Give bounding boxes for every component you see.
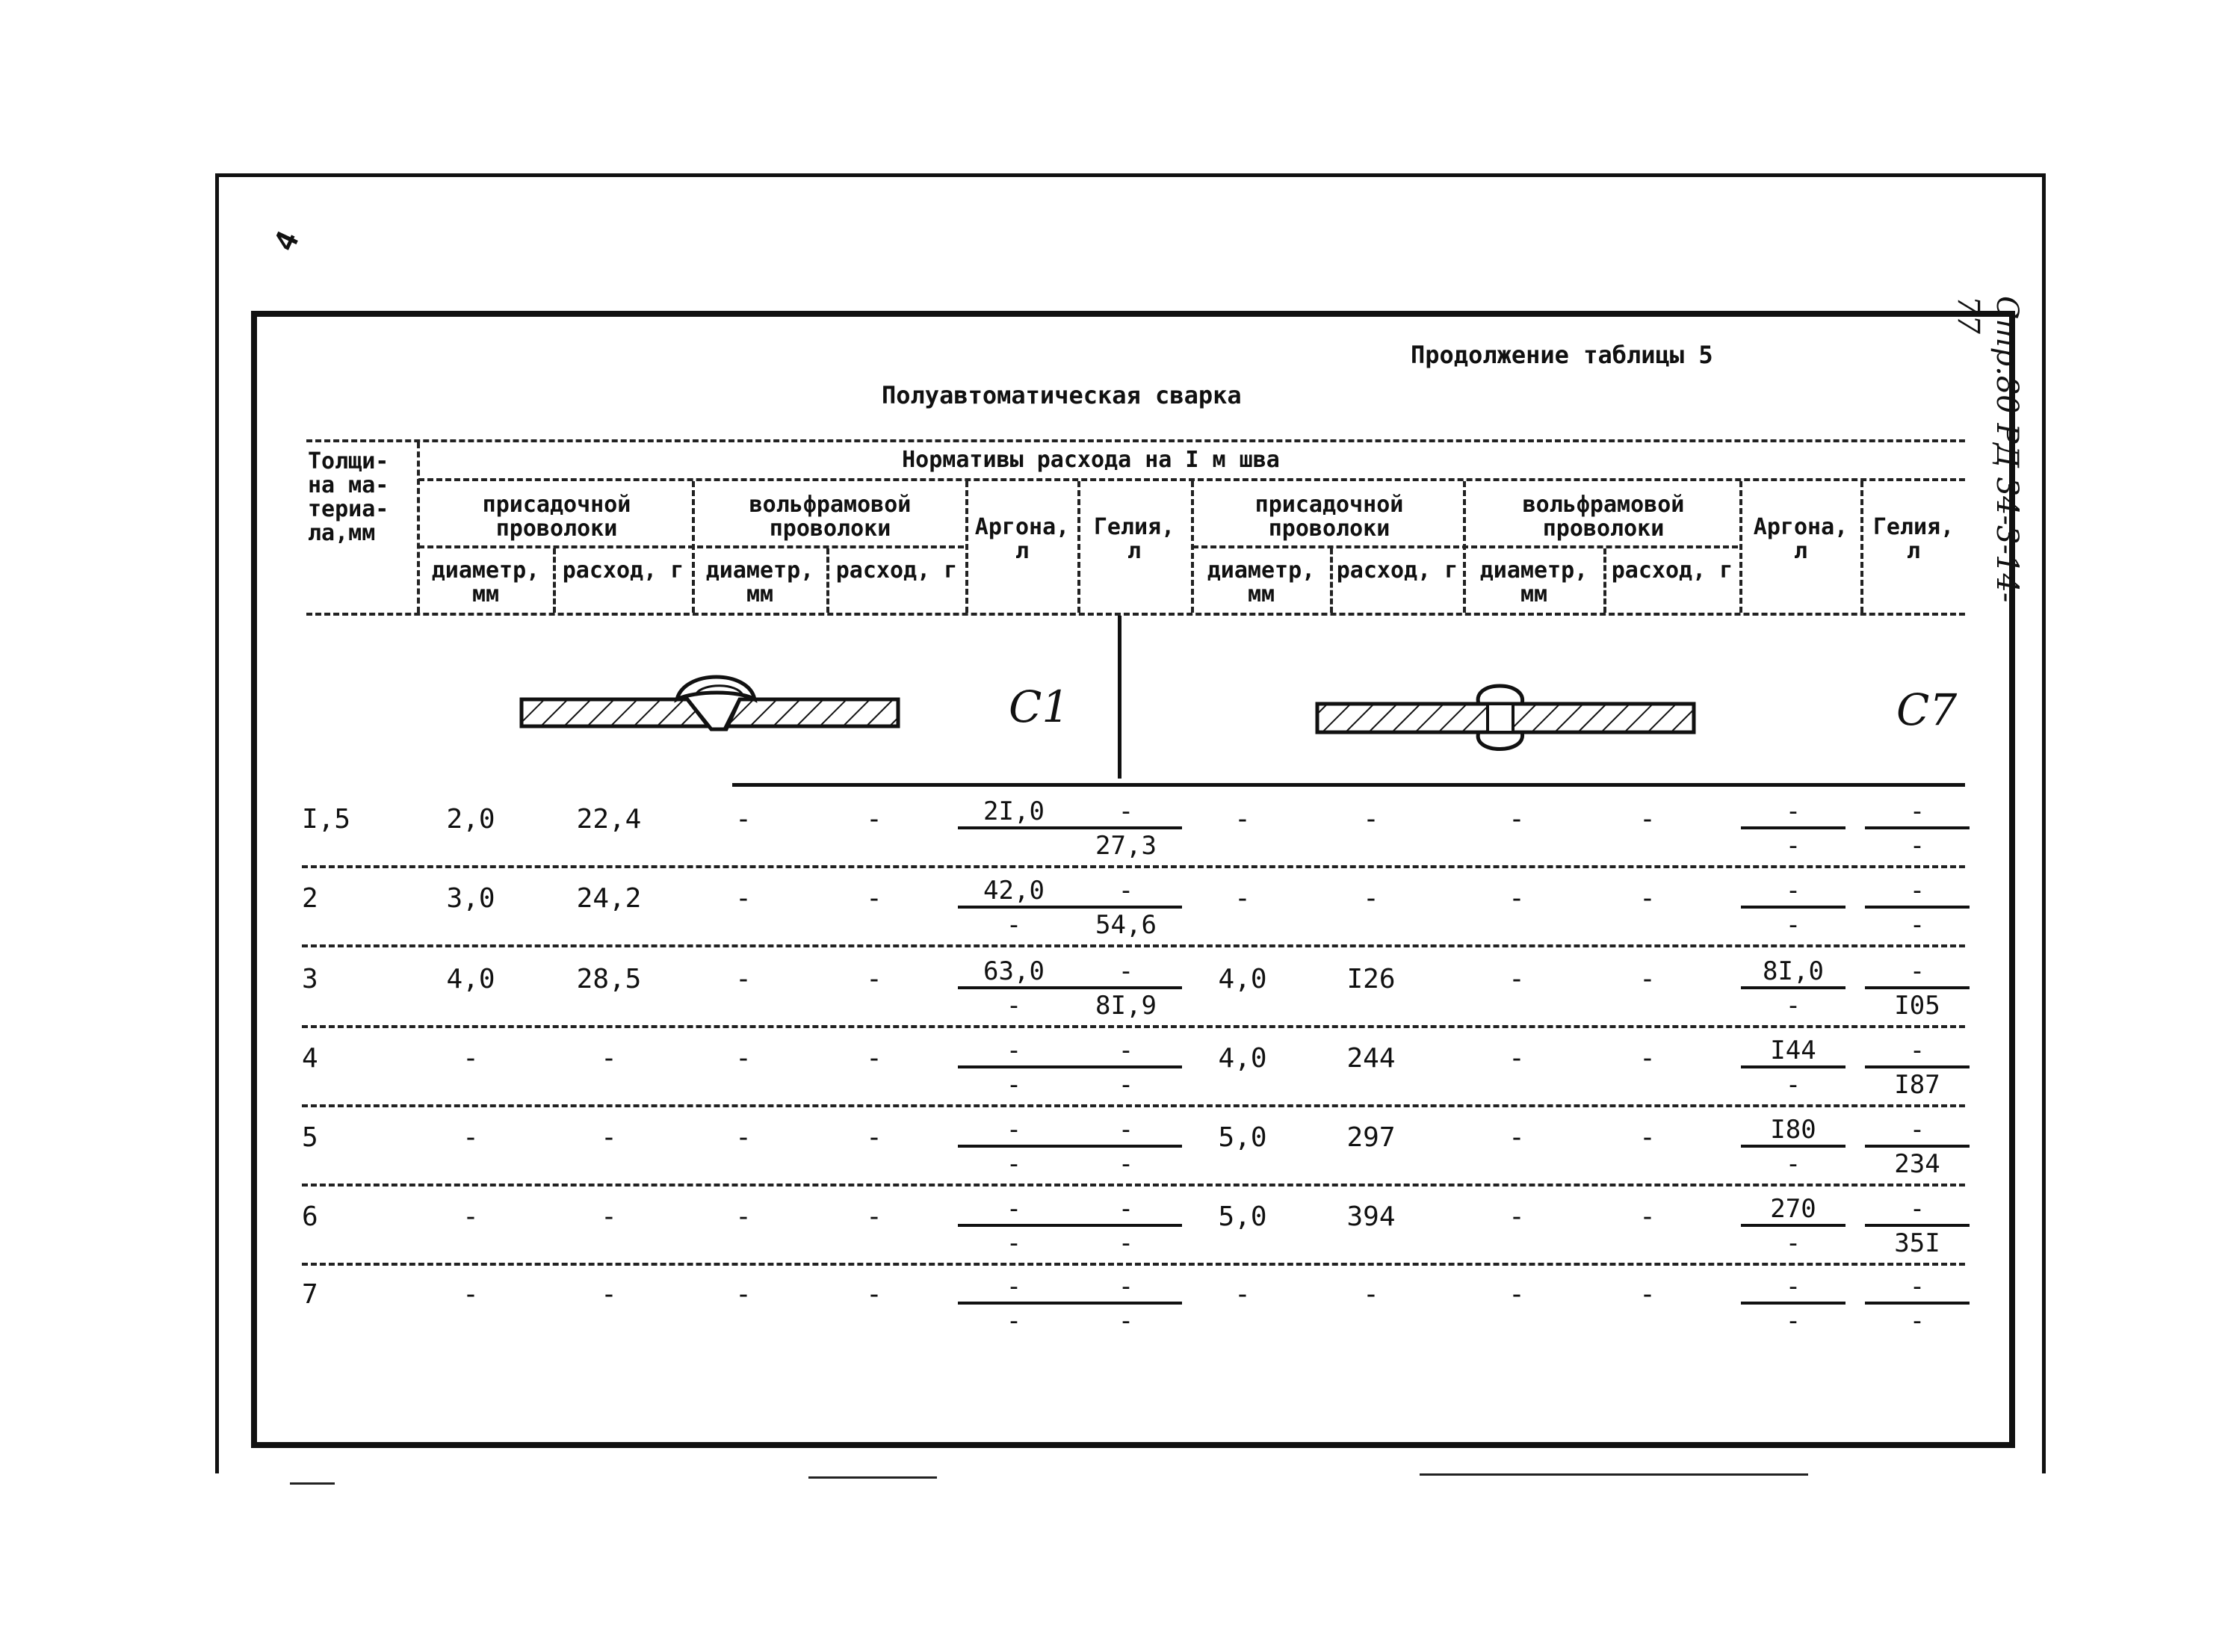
c7-filler-consumption-cell: -: [1363, 1279, 1379, 1310]
scan-mark: [290, 1482, 335, 1485]
c1-argon-top-cell: 63,0: [958, 956, 1070, 989]
row-separator: [302, 865, 1965, 868]
c7-filler-consumption-cell: 297: [1346, 1122, 1396, 1153]
c1-helium-bottom-cell: 54,6: [1095, 910, 1157, 940]
c7-filler-diameter-cell: 5,0: [1218, 1201, 1267, 1232]
c7-tungsten-diameter-header: диаметр, мм: [1479, 557, 1588, 607]
c7-tungsten-consumption-cell: -: [1639, 883, 1656, 914]
c7-argon-bottom-cell: -: [1785, 1149, 1801, 1179]
c1-argon-bottom-cell: -: [1006, 991, 1022, 1021]
c1-helium-bottom-cell: -: [1118, 1306, 1134, 1336]
row-thickness: 2: [302, 883, 318, 914]
c7-helium-bottom-cell: -: [1909, 910, 1925, 940]
c7-filler-consumption-header: расход, г: [1336, 557, 1458, 584]
c1-filler-diameter-cell: -: [462, 1279, 479, 1310]
c1-tungsten-consumption-cell: -: [866, 804, 882, 835]
c1-helium-bottom-cell: -: [1118, 1228, 1134, 1258]
c1-helium-top-cell: -: [1070, 876, 1182, 909]
c1-filler-consumption-cell: -: [601, 1122, 617, 1153]
c1-helium-bottom-cell: 27,3: [1095, 831, 1157, 861]
c7-helium-bottom-cell: I05: [1894, 991, 1940, 1021]
c1-helium-top-cell: -: [1070, 1115, 1182, 1148]
c7-tungsten-diameter-cell: -: [1509, 964, 1525, 994]
c7-filler-consumption-cell: I26: [1346, 964, 1396, 994]
scan-mark: [1420, 1473, 1808, 1476]
c7-tungsten-wire-header: вольфрамовой проволоки: [1522, 492, 1685, 542]
c1-filler-consumption-cell: 22,4: [576, 804, 642, 835]
c7-helium-top-cell: -: [1865, 796, 1970, 829]
row-separator: [302, 1104, 1965, 1107]
c7-helium-bottom-cell: I87: [1894, 1070, 1940, 1100]
c1-helium-bottom-cell: 8I,9: [1095, 991, 1157, 1021]
c1-argon-header: Аргона, л: [974, 514, 1070, 564]
c1-argon-bottom-cell: -: [1006, 910, 1022, 940]
c7-filler-diameter-cell: -: [1234, 883, 1251, 914]
c1-filler-diameter-cell: -: [462, 1122, 479, 1153]
c7-filler-diameter-cell: -: [1234, 804, 1251, 835]
c1-tungsten-consumption-cell: -: [866, 883, 882, 914]
c7-helium-top-cell: -: [1865, 876, 1970, 909]
row-thickness: 7: [302, 1279, 318, 1310]
c1-filler-consumption-cell: -: [601, 1201, 617, 1232]
c1-tungsten-consumption-cell: -: [866, 1043, 882, 1074]
scan-mark: [808, 1476, 937, 1479]
c1-filler-diameter-cell: 3,0: [446, 883, 495, 914]
c1-argon-bottom-cell: -: [1006, 1070, 1022, 1100]
row-thickness: I,5: [302, 804, 351, 835]
joint-c1-label: C1: [1009, 681, 1070, 732]
c7-tungsten-consumption-header: расход, г: [1611, 557, 1733, 584]
c7-helium-top-cell: -: [1865, 1194, 1970, 1227]
c1-tungsten-consumption-header: расход, г: [835, 557, 958, 584]
c7-tungsten-consumption-cell: -: [1639, 1043, 1656, 1074]
row-thickness: 3: [302, 964, 318, 994]
c7-tungsten-diameter-cell: -: [1509, 1043, 1525, 1074]
c7-argon-bottom-cell: -: [1785, 831, 1801, 861]
c7-tungsten-diameter-cell: -: [1509, 804, 1525, 835]
c1-helium-bottom-cell: -: [1118, 1149, 1134, 1179]
c1-tungsten-diameter-cell: -: [735, 1201, 752, 1232]
c7-helium-top-cell: -: [1865, 1115, 1970, 1148]
c1-tungsten-wire-header: вольфрамовой проволоки: [749, 492, 912, 542]
c7-tungsten-diameter-cell: -: [1509, 1201, 1525, 1232]
side-page-stamp: Стр.80 РД 34-3-14-77: [1951, 296, 2024, 603]
c7-filler-diameter-cell: 4,0: [1218, 1043, 1267, 1074]
c7-filler-consumption-cell: -: [1363, 883, 1379, 914]
c7-tungsten-consumption-cell: -: [1639, 1279, 1656, 1310]
c1-filler-consumption-cell: -: [601, 1279, 617, 1310]
c1-helium-top-cell: -: [1070, 1036, 1182, 1068]
c7-tungsten-consumption-cell: -: [1639, 1201, 1656, 1232]
c1-argon-bottom-cell: -: [1006, 1149, 1022, 1179]
c1-tungsten-diameter-cell: -: [735, 1043, 752, 1074]
c7-filler-diameter-header: диаметр, мм: [1207, 557, 1316, 607]
c7-filler-consumption-cell: -: [1363, 804, 1379, 835]
c1-tungsten-diameter-cell: -: [735, 1279, 752, 1310]
c1-helium-top-cell: -: [1070, 956, 1182, 989]
c1-filler-consumption-header: расход, г: [562, 557, 684, 584]
c1-filler-wire-header: присадочной проволоки: [482, 492, 631, 542]
c1-filler-diameter-cell: -: [462, 1043, 479, 1074]
c1-filler-diameter-cell: 2,0: [446, 804, 495, 835]
c1-tungsten-consumption-cell: -: [866, 1122, 882, 1153]
c7-argon-top-cell: 8I,0: [1741, 956, 1845, 989]
c1-helium-top-cell: -: [1070, 1194, 1182, 1227]
c7-tungsten-consumption-cell: -: [1639, 804, 1656, 835]
corner-mark: 4: [267, 226, 306, 257]
c7-helium-bottom-cell: -: [1909, 1306, 1925, 1336]
c1-helium-header: Гелия, л: [1093, 514, 1175, 564]
c7-helium-top-cell: -: [1865, 956, 1970, 989]
c7-filler-wire-header: присадочной проволоки: [1254, 492, 1404, 542]
c1-filler-consumption-cell: -: [601, 1043, 617, 1074]
c7-argon-top-cell: -: [1741, 796, 1845, 829]
c1-helium-bottom-cell: -: [1118, 1070, 1134, 1100]
row-thickness: 4: [302, 1043, 318, 1074]
c7-helium-header: Гелия, л: [1872, 514, 1955, 564]
c7-argon-top-cell: -: [1741, 1272, 1845, 1305]
c7-tungsten-diameter-cell: -: [1509, 1279, 1525, 1310]
c7-argon-bottom-cell: -: [1785, 1228, 1801, 1258]
c7-helium-top-cell: -: [1865, 1036, 1970, 1068]
continuation-label: Продолжение таблицы 5: [1411, 341, 1713, 369]
c7-tungsten-diameter-cell: -: [1509, 883, 1525, 914]
c1-argon-top-cell: 2I,0: [958, 796, 1070, 829]
row-separator: [302, 1263, 1965, 1266]
c1-argon-bottom-cell: -: [1006, 1228, 1022, 1258]
c7-filler-diameter-cell: -: [1234, 1279, 1251, 1310]
row-thickness: 6: [302, 1201, 318, 1232]
c1-tungsten-diameter-header: диаметр, мм: [705, 557, 814, 607]
c7-argon-bottom-cell: -: [1785, 1306, 1801, 1336]
c1-filler-diameter-cell: 4,0: [446, 964, 495, 994]
c7-argon-top-cell: -: [1741, 876, 1845, 909]
c7-tungsten-diameter-cell: -: [1509, 1122, 1525, 1153]
c7-tungsten-consumption-cell: -: [1639, 1122, 1656, 1153]
c7-helium-top-cell: -: [1865, 1272, 1970, 1305]
c1-tungsten-diameter-cell: -: [735, 964, 752, 994]
c1-argon-top-cell: -: [958, 1115, 1070, 1148]
c7-argon-bottom-cell: -: [1785, 910, 1801, 940]
c1-helium-top-cell: -: [1070, 1272, 1182, 1305]
c7-tungsten-consumption-cell: -: [1639, 964, 1656, 994]
c7-argon-header: Аргона, л: [1753, 514, 1848, 564]
c7-argon-top-cell: I80: [1741, 1115, 1845, 1148]
table-title: Полуавтоматическая сварка: [882, 381, 1242, 409]
c1-argon-top-cell: -: [958, 1272, 1070, 1305]
c7-argon-top-cell: 270: [1741, 1194, 1845, 1227]
row-separator: [302, 1184, 1965, 1187]
c7-argon-bottom-cell: -: [1785, 1070, 1801, 1100]
c1-filler-diameter-header: диаметр, мм: [431, 557, 540, 607]
c7-argon-bottom-cell: -: [1785, 991, 1801, 1021]
c7-filler-consumption-cell: 244: [1346, 1043, 1396, 1074]
c7-argon-top-cell: I44: [1741, 1036, 1845, 1068]
joint-c7-label: C7: [1896, 684, 1958, 735]
c7-helium-bottom-cell: -: [1909, 831, 1925, 861]
c7-filler-diameter-cell: 4,0: [1218, 964, 1267, 994]
row-separator: [302, 944, 1965, 947]
c7-filler-consumption-cell: 394: [1346, 1201, 1396, 1232]
c1-filler-consumption-cell: 24,2: [576, 883, 642, 914]
c7-helium-bottom-cell: 234: [1894, 1149, 1940, 1179]
row-separator: [302, 1025, 1965, 1028]
row-thickness: 5: [302, 1122, 318, 1153]
c1-filler-diameter-cell: -: [462, 1201, 479, 1232]
thickness-column-header: Толщи-на ма-териа-ла,мм: [308, 448, 389, 546]
c7-filler-diameter-cell: 5,0: [1218, 1122, 1267, 1153]
c1-tungsten-diameter-cell: -: [735, 1122, 752, 1153]
c1-argon-top-cell: -: [958, 1036, 1070, 1068]
c1-filler-consumption-cell: 28,5: [576, 964, 642, 994]
c1-helium-top-cell: -: [1070, 796, 1182, 829]
c1-argon-top-cell: -: [958, 1194, 1070, 1227]
c1-tungsten-diameter-cell: -: [735, 883, 752, 914]
c1-argon-top-cell: 42,0: [958, 876, 1070, 909]
c7-helium-bottom-cell: 35I: [1894, 1228, 1940, 1258]
norms-header: Нормативы расхода на I м шва: [902, 447, 1280, 473]
c1-tungsten-consumption-cell: -: [866, 1279, 882, 1310]
c1-argon-bottom-cell: -: [1006, 1306, 1022, 1336]
c1-tungsten-consumption-cell: -: [866, 964, 882, 994]
c1-tungsten-diameter-cell: -: [735, 804, 752, 835]
c1-tungsten-consumption-cell: -: [866, 1201, 882, 1232]
